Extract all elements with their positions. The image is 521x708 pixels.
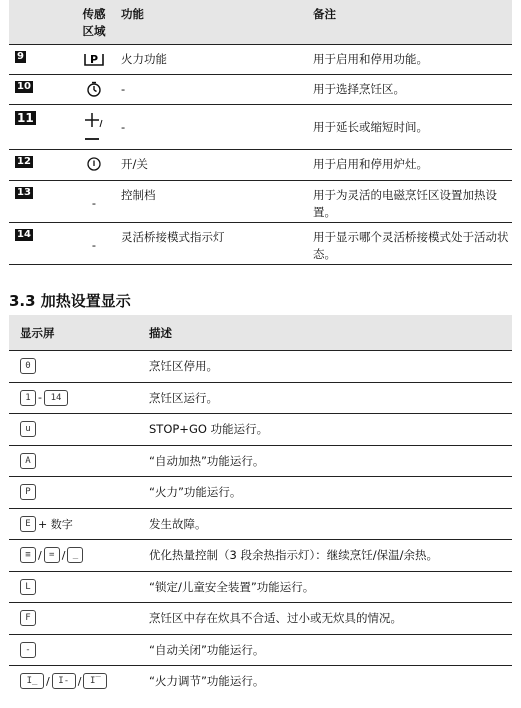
description-text: STOP+GO 功能运行。 (149, 414, 512, 446)
timer-icon (86, 81, 102, 97)
table-header-row (9, 315, 512, 351)
function-text: - (121, 119, 126, 134)
display-symbol: L (20, 579, 36, 595)
P-boost-icon (83, 51, 105, 67)
description-text: 优化热量控制（3 段余热指示灯）：继续烹饪/保温/余热。 (149, 540, 512, 572)
sensor-area-text: - (91, 237, 97, 252)
table-row (9, 666, 512, 697)
header-description: 描述 (149, 315, 512, 351)
header-function: 功能 (121, 0, 313, 44)
row-number: 12 (17, 155, 31, 167)
note-text: 用于启用和停用功能。 (313, 51, 428, 66)
table-row (9, 180, 512, 222)
table-row (9, 222, 512, 264)
table-row (9, 508, 512, 540)
note-text: 用于启用和停用炉灶。 (313, 156, 428, 171)
description-text: “锁定/儿童安全装置”功能运行。 (149, 571, 512, 603)
header-sensor-area: 传感 区域 (67, 0, 121, 44)
section-title: 3.3 加热设置显示 (9, 292, 131, 310)
table-row (9, 477, 512, 509)
note-text: 用于选择烹饪区。 (313, 81, 405, 96)
separator: / (77, 674, 82, 688)
description-text: “自动加热”功能运行。 (149, 445, 512, 477)
function-text: 火力功能 (121, 51, 167, 66)
display-symbol: 0 (20, 358, 36, 374)
display-symbol: A (20, 453, 36, 469)
plus-minus-icon (82, 111, 106, 145)
display-symbol: = (44, 547, 60, 563)
display-symbol: _ (67, 547, 83, 563)
function-text: 灵活桥接模式指示灯 (121, 229, 225, 244)
separator: / (38, 548, 42, 562)
table-row (9, 382, 512, 414)
row-number: 14 (17, 228, 31, 240)
table-row (9, 603, 512, 635)
heat-setting-display-table (9, 315, 512, 697)
display-suffix: + 数字 (38, 517, 73, 531)
display-symbol: P (20, 484, 36, 500)
function-text: - (121, 81, 126, 96)
row-number: 11 (17, 110, 34, 125)
row-number: 10 (17, 80, 31, 92)
table-row (9, 445, 512, 477)
display-symbol: - (20, 642, 36, 658)
header-note: 备注 (313, 0, 512, 44)
power-icon (86, 156, 102, 172)
display-symbol: I- (52, 673, 76, 689)
table-row (9, 540, 512, 572)
description-text: “火力”功能运行。 (149, 477, 512, 509)
sensor-area-text: - (91, 195, 97, 210)
sensor-function-table (9, 0, 512, 265)
separator: - (38, 391, 42, 405)
display-symbol: E (20, 516, 36, 532)
function-text: 开/关 (121, 156, 148, 171)
display-symbol: 14 (44, 390, 68, 406)
table-row (9, 44, 512, 74)
display-symbol: 1 (20, 390, 36, 406)
table-row (9, 104, 512, 149)
display-symbol: ≡ (20, 547, 36, 563)
note-text: 用于延长或缩短时间。 (313, 119, 428, 134)
description-text: “自动关闭”功能运行。 (149, 634, 512, 666)
svg-text:P: P (89, 53, 99, 66)
display-symbol: u (20, 421, 36, 437)
display-symbol: I‾ (83, 673, 107, 689)
table-row (9, 149, 512, 180)
description-text: 烹饪区运行。 (149, 382, 512, 414)
table-row (9, 74, 512, 104)
description-text: “火力调节”功能运行。 (149, 666, 512, 697)
description-text: 发生故障。 (149, 508, 512, 540)
display-symbol: F (20, 610, 36, 626)
note-text: 用于显示哪个灵活桥接模式处于活动状态。 (313, 229, 509, 261)
table-header-row (9, 0, 512, 44)
header-display: 显示屏 (9, 315, 149, 351)
separator: / (46, 674, 50, 688)
function-text: 控制档 (121, 187, 156, 202)
row-number: 9 (17, 50, 24, 62)
table-row (9, 351, 512, 383)
description-text: 烹饪区停用。 (149, 351, 512, 383)
display-symbol: I_ (20, 673, 44, 689)
note-text: 用于为灵活的电磁烹饪区设置加热设置。 (313, 187, 497, 219)
description-text: 烹饪区中存在炊具不合适、过小或无炊具的情况。 (149, 603, 512, 635)
row-number: 13 (17, 186, 31, 198)
separator: / (61, 548, 66, 562)
table-row (9, 634, 512, 666)
table-row (9, 414, 512, 446)
table-row (9, 571, 512, 603)
